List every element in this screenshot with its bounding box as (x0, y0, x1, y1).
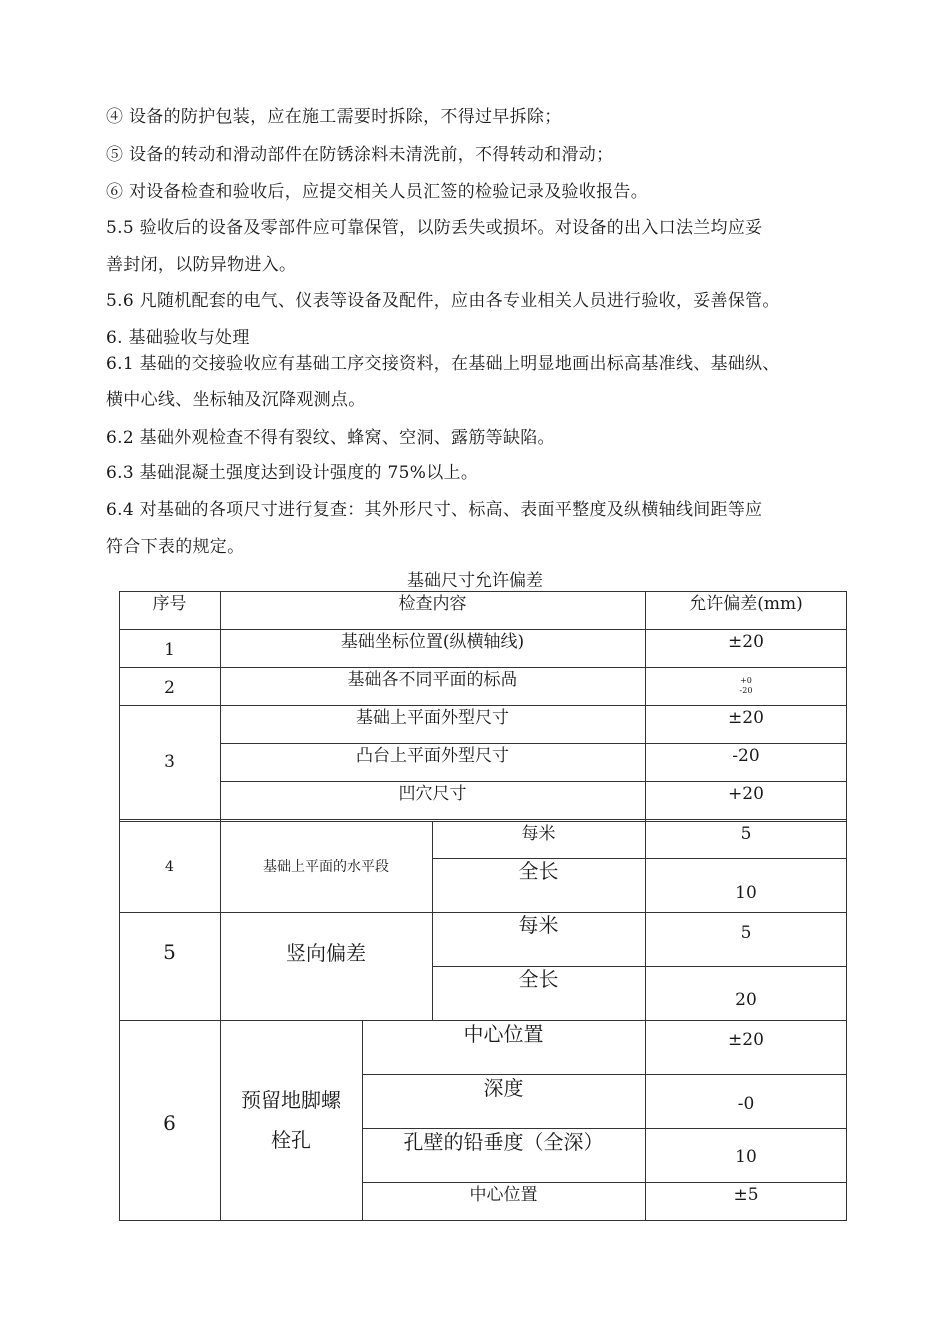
paragraph: 6.4 对基础的各项尺寸进行复查：其外形尺寸、标高、表面平整度及纵横轴线间距等应 (106, 500, 763, 520)
row-no: 6 (163, 1110, 176, 1135)
row-item: 凸台上平面外型尺寸 (356, 746, 509, 766)
section-heading: 6. 基础验收与处理 (106, 328, 250, 348)
table-caption: 基础尺寸允许偏差 (407, 571, 543, 591)
row-tolerance: 5 (740, 923, 752, 943)
row-tolerance: -20 (732, 746, 760, 766)
row-subitem: 中心位置 (469, 1185, 538, 1205)
tolerance-table (119, 591, 847, 1221)
paragraph: 6.1 基础的交接验收应有基础工序交接资料，在基础上明显地画出标高基准线、基础纵、 (106, 354, 780, 374)
row-no: 1 (164, 640, 175, 660)
row-tolerance: ±20 (728, 708, 764, 728)
row-tolerance: 10 (735, 883, 757, 903)
tolerance-lower: -20 (739, 686, 753, 695)
row-item (220, 1020, 362, 1220)
row-subitem: 每米 (518, 913, 559, 937)
paragraph: 5.5 验收后的设备及零部件应可靠保管，以防丢失或损坏。对设备的出入口法兰均应妥 (106, 218, 763, 238)
paragraph: ④ 设备的防护包装，应在施工需要时拆除，不得过早拆除； (106, 107, 562, 127)
row-no: 4 (165, 858, 174, 875)
row-item: 基础坐标位置(纵横轴线) (340, 632, 525, 652)
row-tolerance: -0 (737, 1094, 755, 1114)
row-tolerance-stack (645, 667, 847, 705)
tolerance-upper: +0 (740, 676, 752, 685)
paragraph: ⑥ 对设备检查和验收后，应提交相关人员汇签的检验记录及验收报告。 (106, 182, 649, 202)
row-subitem: 孔壁的铅垂度（全深） (403, 1130, 604, 1154)
row-item: 基础各不同平面的标咼 (347, 670, 518, 690)
header-no: 序号 (152, 594, 187, 614)
row-tolerance: ±20 (728, 1030, 764, 1050)
paragraph: 善封闭，以防异物进入。 (106, 255, 297, 275)
row-tolerance: 20 (735, 990, 757, 1010)
row-subitem: 全长 (518, 859, 559, 883)
row-item-line: 预留地脚螺 (241, 1088, 341, 1112)
paragraph: ⑤ 设备的转动和滑动部件在防锈涂料未清洗前，不得转动和滑动； (106, 145, 614, 165)
row-subitem: 深度 (483, 1076, 524, 1100)
row-tolerance: ±5 (733, 1185, 759, 1205)
row-item: 基础上平面的水平段 (263, 858, 389, 875)
paragraph: 6.3 基础混凝土强度达到设计强度的 75%以上。 (106, 463, 479, 483)
header-item: 检查内容 (398, 594, 467, 614)
paragraph: 5.6 凡随机配套的电气、仪表等设备及配件，应由各专业相关人员进行验收，妥善保管。 (106, 291, 780, 311)
row-item-line: 栓孔 (271, 1128, 311, 1152)
row-item: 凹穴尺寸 (398, 784, 467, 804)
row-item: 竖向偏差 (286, 941, 366, 965)
row-tolerance: ±20 (728, 632, 764, 652)
row-no: 2 (164, 678, 175, 698)
row-subitem: 全长 (518, 967, 559, 991)
row-tolerance: +20 (728, 784, 764, 804)
row-tolerance: 5 (740, 824, 752, 844)
row-no: 5 (163, 940, 176, 964)
row-no: 3 (164, 752, 175, 772)
row-item: 基础上平面外型尺寸 (356, 708, 509, 728)
header-tolerance: 允许偏差(mm) (689, 594, 803, 614)
row-subitem: 中心位置 (463, 1022, 544, 1046)
row-tolerance: 10 (735, 1147, 757, 1167)
paragraph: 横中心线、坐标轴及沉降观测点。 (106, 390, 366, 410)
paragraph: 符合下表的规定。 (106, 537, 245, 557)
paragraph: 6.2 基础外观检查不得有裂纹、蜂窝、空洞、露筋等缺陷。 (106, 428, 555, 448)
row-subitem: 每米 (521, 824, 556, 844)
